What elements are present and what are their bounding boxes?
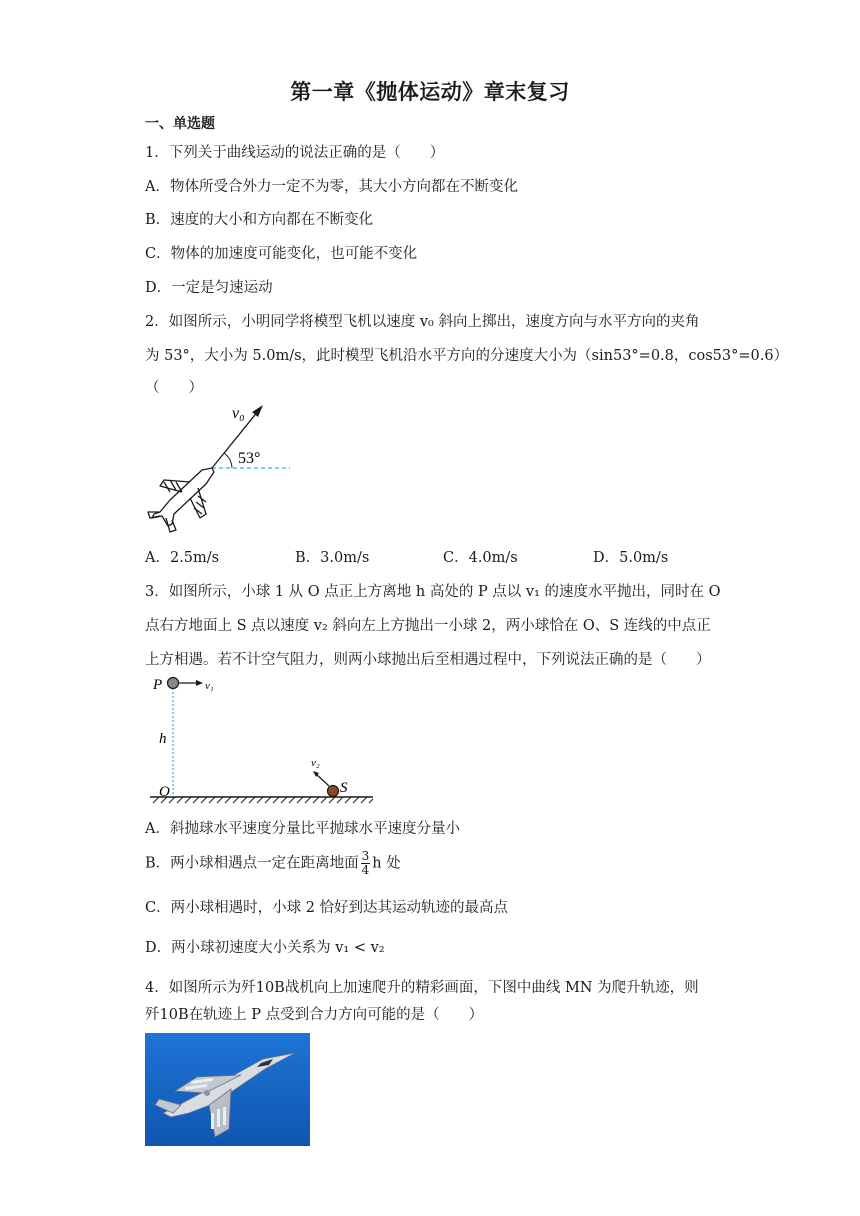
q4-stem-line2: 歼10B在轨迹上 P 点受到合力方向可能的是（ ） <box>145 1007 484 1023</box>
q3-option-c: C．两小球相遇时，小球 2 恰好到达其运动轨迹的最高点 <box>145 900 509 916</box>
ball-1-icon <box>168 678 179 689</box>
q1-option-d: D．一定是匀速运动 <box>145 280 273 296</box>
q2-stem-line1: 2．如图所示，小明同学将模型飞机以速度 v₀ 斜向上掷出，速度方向与水平方向的夹角 <box>145 314 700 330</box>
q1-option-c: C．物体的加速度可能变化，也可能不变化 <box>145 246 418 262</box>
q1-option-a: A．物体所受合外力一定不为零，其大小方向都在不断变化 <box>145 179 518 195</box>
fraction-numerator: 3 <box>361 849 370 863</box>
q3-label-v2: v₂ <box>311 757 320 769</box>
fraction-denominator: 4 <box>361 863 370 877</box>
page-title: 第一章《抛体运动》章末复习 <box>290 79 570 104</box>
q2-stem-line3: （ ） <box>145 380 203 396</box>
q3-option-d: D．两小球初速度大小关系为 v₁ < v₂ <box>145 940 385 956</box>
q3-option-b-text: B．两小球相遇点一定在距离地面 <box>145 855 359 872</box>
q2-option-d: D．5.0m/s <box>593 550 669 566</box>
q2-stem-line2: 为 53°，大小为 5.0m/s，此时模型飞机沿水平方向的分速度大小为（sin53°=0.8，cos53°=0.6） <box>145 348 789 364</box>
q2-velocity-label: v₀ <box>232 405 245 422</box>
q3-label-v1: v₁ <box>205 680 214 692</box>
q3-label-s: S <box>340 780 348 796</box>
section-heading: 一、单选题 <box>145 116 215 132</box>
q3-option-b <box>145 850 401 877</box>
q1-stem: 1．下列关于曲线运动的说法正确的是（ ） <box>145 145 445 161</box>
q3-label-o: O <box>159 784 170 800</box>
q3-projectile-figure <box>145 670 380 805</box>
q1-option-b: B．速度的大小和方向都在不断变化 <box>145 212 374 228</box>
q3-label-h: h <box>159 731 167 747</box>
q2-airplane-figure <box>140 400 310 535</box>
q4-stem-line1: 4．如图所示为歼10B战机向上加速爬升的精彩画面，下图中曲线 MN 为爬升轨迹，则 <box>145 980 699 996</box>
q3-stem-line1: 3．如图所示，小球 1 从 O 点正上方离地 h 高处的 P 点以 v₁ 的速度水平抛出，同时在 O <box>145 584 721 600</box>
q4-jet-photo <box>145 1033 310 1146</box>
q2-angle-label: 53° <box>238 450 261 467</box>
fraction <box>361 850 371 877</box>
airplane-icon <box>148 468 214 532</box>
q3-option-a: A．斜抛球水平速度分量比平抛球水平速度分量小 <box>145 821 460 837</box>
q3-stem-line2: 点右方地面上 S 点以速度 v₂ 斜向左上方抛出一小球 2，两小球恰在 O、S 连线的中点正 <box>145 618 711 634</box>
q3-option-b-suffix: h 处 <box>372 855 401 872</box>
q2-option-b: B．3.0m/s <box>295 550 370 566</box>
q2-option-a: A．2.5m/s <box>145 550 220 566</box>
q3-stem-line3: 上方相遇。若不计空气阻力，则两小球抛出后至相遇过程中，下列说法正确的是（ ） <box>145 652 711 668</box>
q3-label-p: P <box>153 677 163 693</box>
q2-option-c: C．4.0m/s <box>443 550 518 566</box>
ball-2-icon <box>328 786 339 797</box>
